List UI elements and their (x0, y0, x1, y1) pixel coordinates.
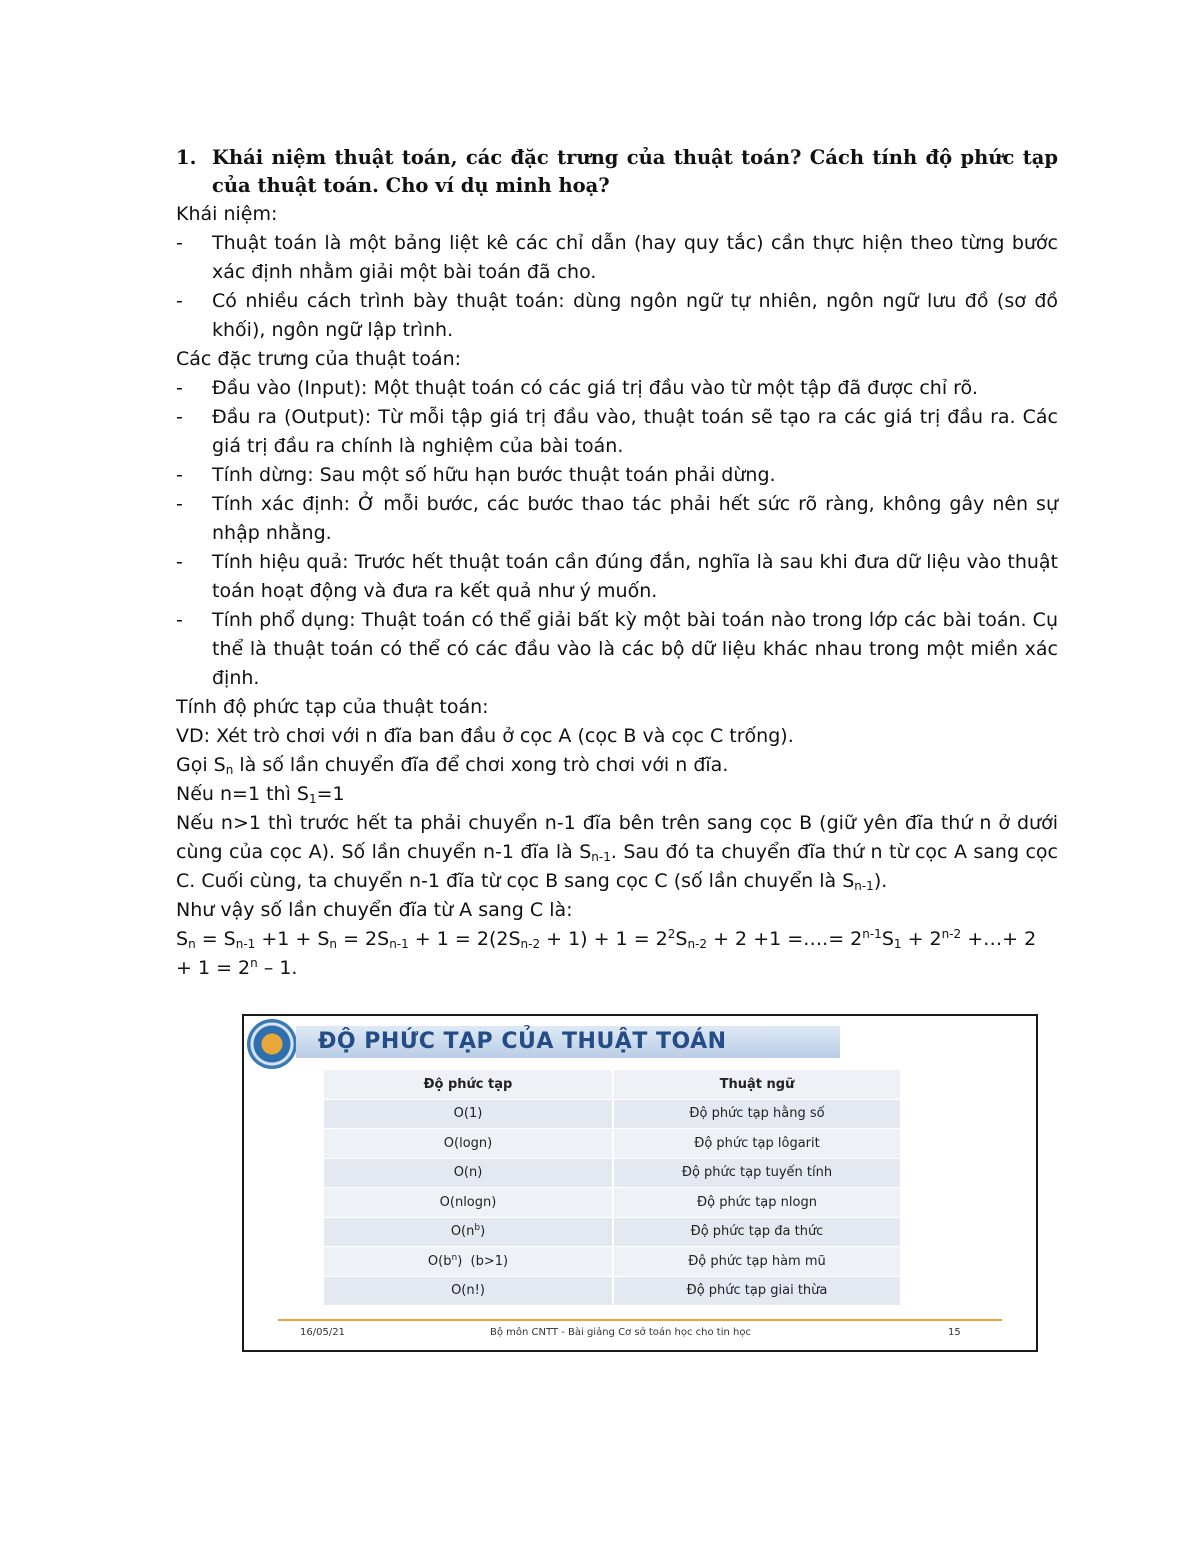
complexity-cell: $O(b^n)$ (b>1) (324, 1247, 613, 1277)
list-item: - Đầu vào (Input): Một thuật toán có các giá trị đầu vào từ một tập đã được chỉ rõ. (176, 377, 978, 399)
complexity-table (324, 1070, 900, 1306)
table-header-row (324, 1070, 900, 1099)
footer-page-number: 15 (948, 1327, 961, 1338)
university-logo-icon (247, 1019, 297, 1069)
document-body (176, 144, 1058, 983)
base-case-line: Nếu n=1 thì $S_1=1$ (176, 783, 345, 806)
features-heading: Các đặc trưng của thuật toán: (176, 348, 462, 370)
complexity-cell: O(nlogn) (324, 1188, 613, 1218)
table-row (324, 1188, 900, 1218)
slide-title: ĐỘ PHỨC TẠP CỦA THUẬT TOÁN (318, 1029, 727, 1054)
list-item: - Thuật toán là một bảng liệt kê các chỉ dẫn (hay quy tắc) cần thực hiện theo từng bước xác định nhằm giải một bài toán đã cho. (176, 232, 1058, 283)
term-cell: Độ phức tạp đa thức (690, 1224, 824, 1240)
list-item: - Có nhiều cách trình bày thuật toán: dùng ngôn ngữ tự nhiên, ngôn ngữ lưu đồ (sơ đồ khối), ngôn ngữ lập trình. (176, 290, 1058, 341)
list-item: - Tính phổ dụng: Thuật toán có thể giải bất kỳ một bài toán nào trong lớp các bài toán. Cụ thể là thuật toán có thể có các đầu vào là các bộ dữ liệu khác nhau trong một miền xác định. (176, 609, 1058, 689)
footer-divider (278, 1319, 1002, 1321)
header-term: Thuật ngữ (719, 1076, 795, 1092)
table-row (324, 1276, 900, 1306)
list-item: - Tính hiệu quả: Trước hết thuật toán cần đúng đắn, nghĩa là sau khi đưa dữ liệu vào thuật toán hoạt động và đưa ra kết quả như ý muốn. (176, 551, 1058, 602)
example-line: VD: Xét trò chơi với n đĩa ban đầu ở cọc A (cọc B và cọc C trống). (176, 725, 794, 747)
footer-date: 16/05/21 (300, 1327, 345, 1338)
definition-line: Gọi $S_n$ là số lần chuyển đĩa để chơi xong trò chơi với n đĩa. (176, 754, 729, 777)
list-item: - Đầu ra (Output): Từ mỗi tập giá trị đầu vào, thuật toán sẽ tạo ra các giá trị đầu ra. Các giá trị đầu ra chính là nghiệm của bài toán. (176, 406, 1058, 457)
complexity-cell: O(n!) (324, 1276, 613, 1306)
term-cell: Độ phức tạp tuyến tính (681, 1165, 833, 1181)
term-cell: Độ phức tạp nlogn (697, 1194, 817, 1210)
complexity-heading: Tính độ phức tạp của thuật toán: (176, 696, 489, 718)
question-text: Khái niệm thuật toán, các đặc trưng của thuật toán? Cách tính độ phức tạp của thuật toán. Cho ví dụ minh hoạ? (212, 146, 1058, 197)
complexity-cell: O(1) (324, 1099, 613, 1129)
table-row (324, 1247, 900, 1277)
list-item: - Tính dừng: Sau một số hữu hạn bước thuật toán phải dừng. (176, 464, 776, 486)
footer-course: Bộ môn CNTT - Bài giảng Cơ sở toán học cho tin học (490, 1327, 751, 1338)
term-cell: Độ phức tạp lôgarit (694, 1135, 820, 1151)
formula-line: $S_n = S_{n-1} +1 + S_n = 2S_{n-1} + 1 = 2(2S_{n-2} + 1) + 1 = 2^2S_{n-2} + 2 +1$ =….= $2^{n-1}S_1 + 2^{n-2}$ +…+ $2 + 1 = 2^n - 1$. (176, 927, 1037, 979)
term-cell: Độ phức tạp giai thừa (686, 1283, 828, 1299)
list-item: - Tính xác định: Ở mỗi bước, các bước thao tác phải hết sức rõ ràng, không gây nên sự nhập nhằng. (176, 493, 1058, 544)
embedded-slide-image (242, 1014, 1038, 1352)
table-row (324, 1129, 900, 1159)
question-number: 1. (176, 146, 197, 169)
recursive-case-paragraph: Nếu n>1 thì trước hết ta phải chuyển n-1 đĩa bên trên sang cọc B (giữ yên đĩa thứ n ở dưới cùng của cọc A). Số lần chuyển n-1 đĩa là $S_{n-1}$. Sau đó ta chuyển đĩa thứ n từ cọc A sang cọc C. Cuối cùng, ta chuyển n-1 đĩa từ cọc B sang cọc C (số lần chuyển là $S_{n-1}$). (176, 812, 1058, 893)
term-cell: Độ phức tạp hàm mũ (688, 1253, 826, 1269)
table-row (324, 1158, 900, 1188)
table-row (324, 1217, 900, 1247)
header-complexity: Độ phức tạp (324, 1070, 613, 1099)
concept-heading: Khái niệm: (176, 203, 278, 225)
term-cell: Độ phức tạp hằng số (689, 1106, 825, 1122)
complexity-cell: $O(n^b)$ (324, 1217, 613, 1247)
complexity-cell: O(n) (324, 1158, 613, 1188)
complexity-cell: O(logn) (324, 1129, 613, 1159)
table-row (324, 1099, 900, 1129)
question-heading (176, 144, 1058, 200)
summary-line: Như vậy số lần chuyển đĩa từ A sang C là: (176, 899, 573, 921)
